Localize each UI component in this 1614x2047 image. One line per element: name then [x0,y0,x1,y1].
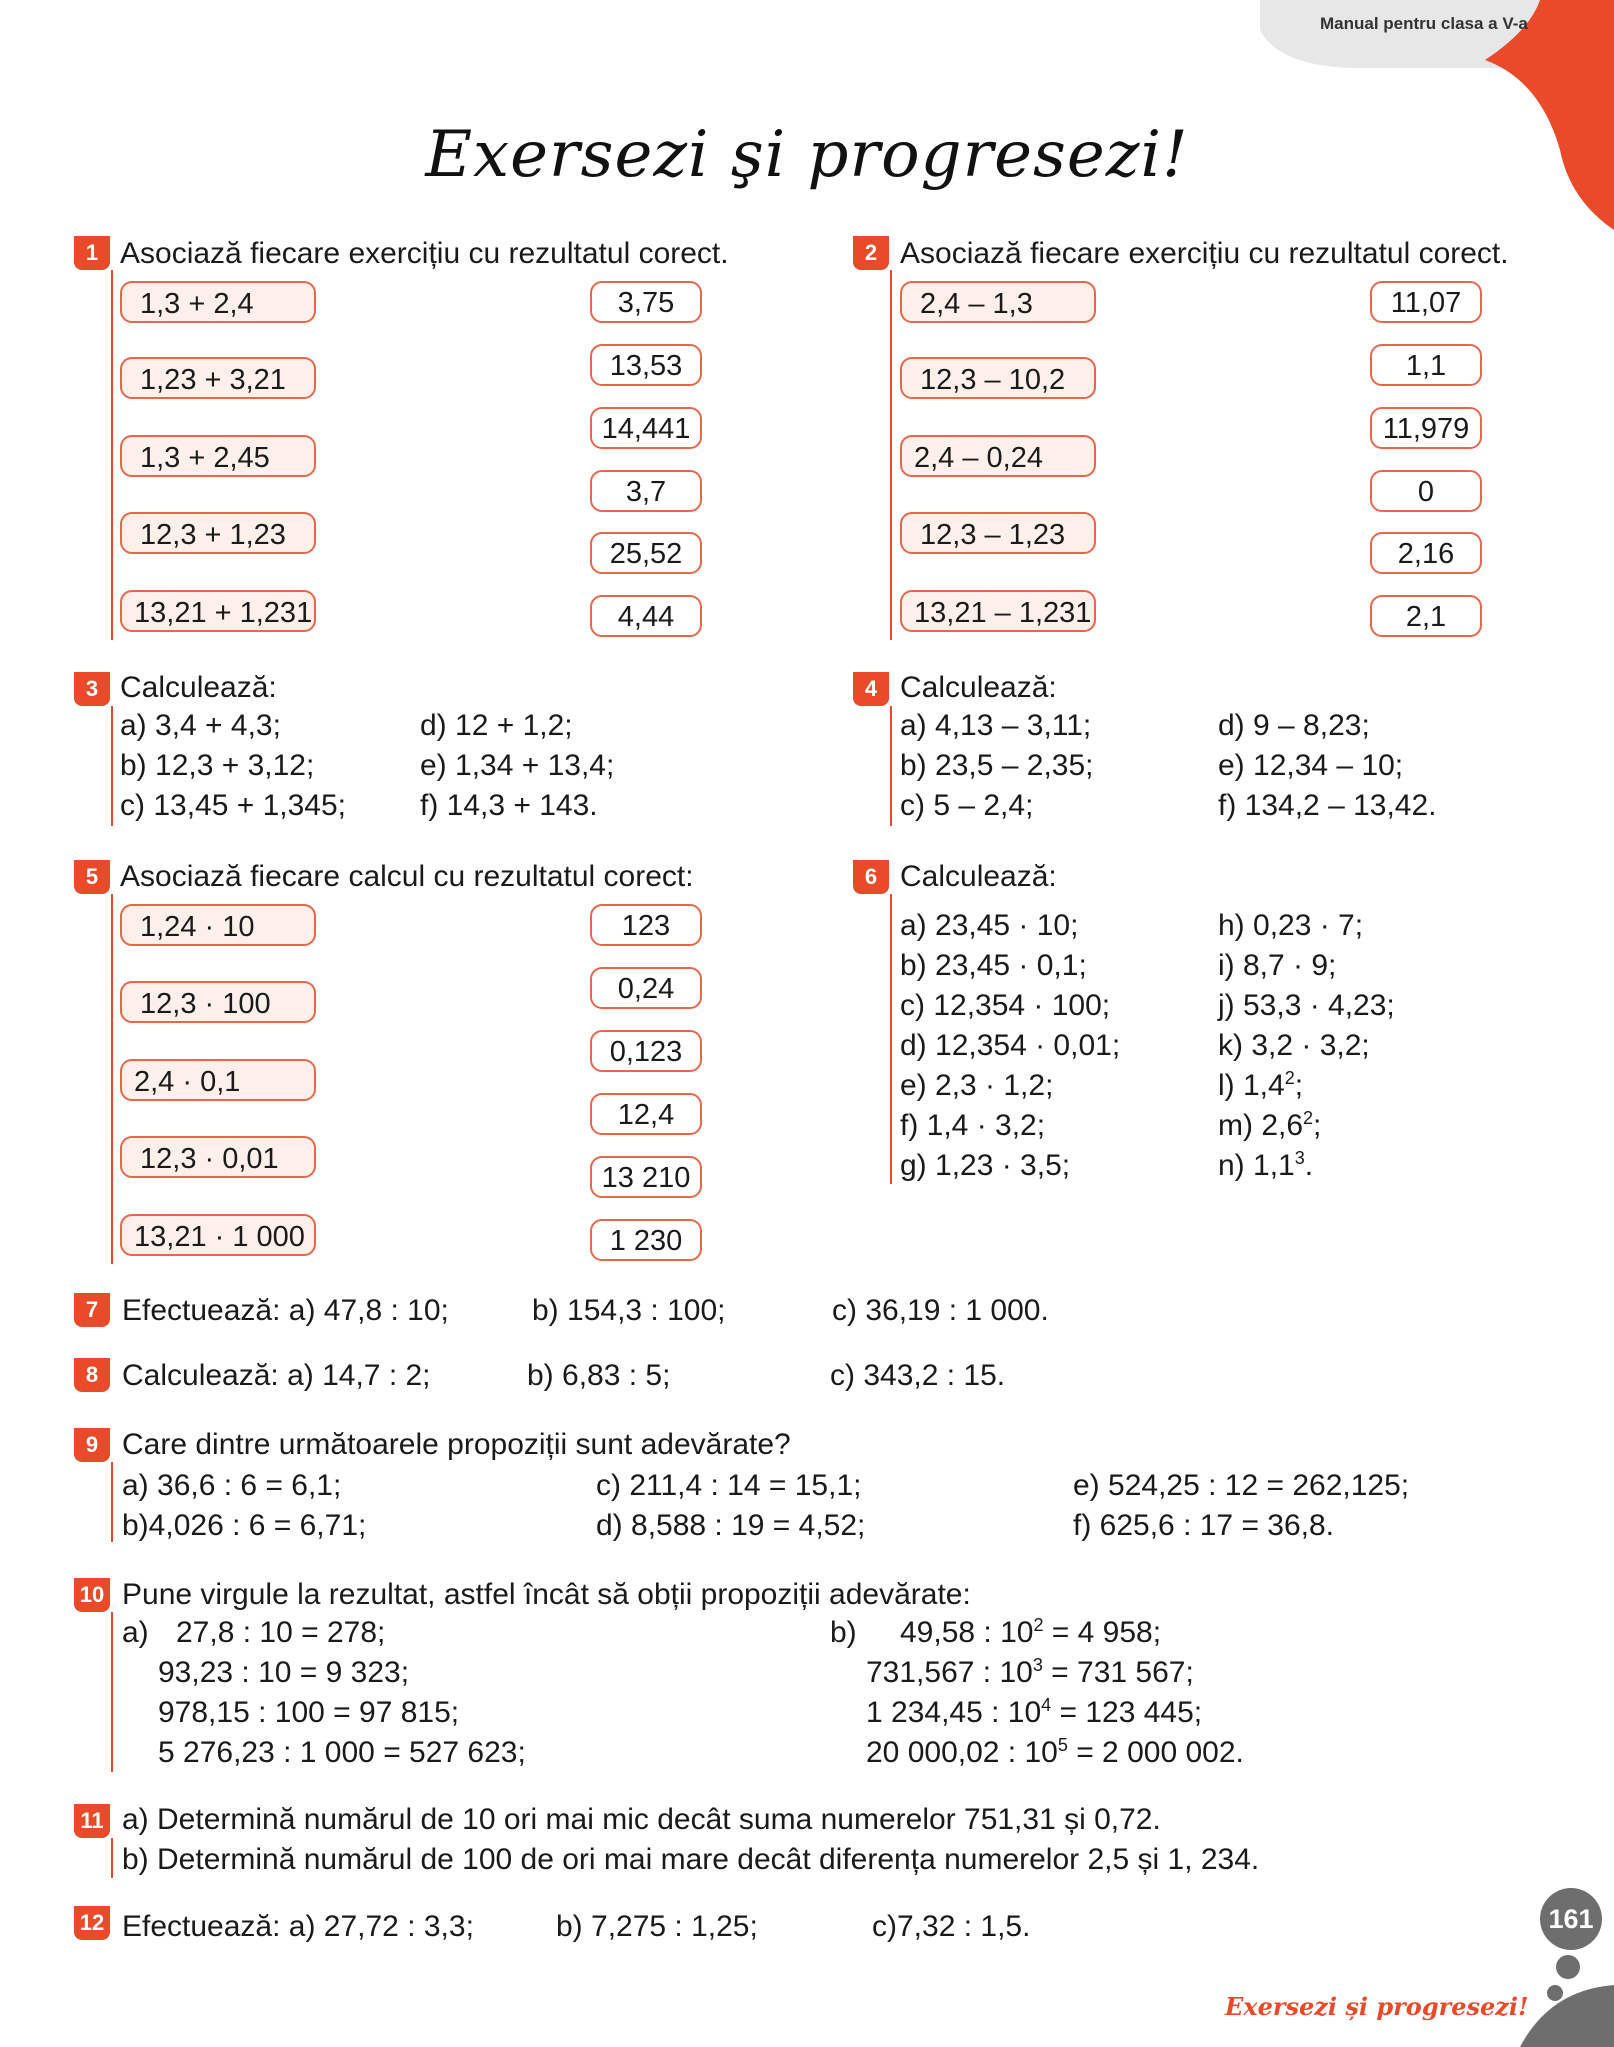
ex7-b: b) 154,3 : 100; [532,1294,726,1327]
ex4-item: e) 12,34 – 10; [1218,749,1404,782]
ex1-right-box: 13,53 [590,344,702,386]
ex10-b-item [866,1653,1194,1693]
exercise-11-line [111,1838,113,1878]
ex10-b3-pre: 1 234,45 : 10 [866,1696,1042,1729]
exercise-5-text: Asociază fiecare calcul cu rezultatul corect: [120,860,694,893]
ex5-left-box: 12,3 · 0,01 [120,1136,316,1178]
footer-corner-decoration [1520,1985,1614,2047]
ex4-item: f) 134,2 – 13,42. [1218,789,1437,822]
ex2-left-box: 2,4 – 1,3 [900,281,1096,323]
ex5-right-box: 123 [590,904,702,946]
exercise-2-text: Asociază fiecare exercițiu cu rezultatul corect. [900,237,1509,270]
ex6-item: j) 53,3 · 4,23; [1218,989,1395,1022]
ex10-b-label: b) [830,1616,857,1649]
ex3-item: a) 3,4 + 4,3; [120,709,281,742]
ex1-left-box: 13,21 + 1,231 [120,590,316,632]
ex9-d: d) 8,588 : 19 = 4,52; [596,1509,866,1542]
exercise-1-line [111,270,113,640]
ex10-b-item [866,1733,1244,1773]
ex6-item-n [1218,1146,1313,1186]
ex2-left-box: 12,3 – 1,23 [900,512,1096,554]
ex6-m-exp: 2 [1303,1108,1314,1128]
ex5-left-box: 2,4 · 0,1 [120,1059,316,1101]
exercise-9-number: 9 [74,1428,110,1462]
ex1-right-box: 3,75 [590,281,702,323]
ex9-e: e) 524,25 : 12 = 262,125; [1073,1469,1410,1502]
page-number: 161 [1548,1904,1594,1934]
ex2-right-box: 0 [1370,470,1482,512]
ex5-left-box: 13,21 · 1 000 [120,1214,316,1256]
ex9-text: Care dintre următoarele propoziții sunt adevărate? [122,1428,791,1461]
ex10-b-item [900,1613,1161,1653]
ex5-left-box: 1,24 · 10 [120,904,316,946]
ex9-c: c) 211,4 : 14 = 15,1; [596,1469,862,1502]
footer-title: Exersezi și progresezi! [1225,1992,1529,2021]
ex10-text: Pune virgule la rezultat, astfel încât să obții propoziții adevărate: [122,1578,971,1611]
ex8-c: c) 343,2 : 15. [830,1359,1006,1392]
ex6-item: f) 1,4 · 3,2; [900,1109,1046,1142]
ex2-right-box: 11,07 [1370,281,1482,323]
ex11-b: b) Determină numărul de 100 de ori mai mare decât diferența numerelor 2,5 și 1, 234. [122,1843,1260,1876]
ex3-item: b) 12,3 + 3,12; [120,749,315,782]
ex6-item: h) 0,23 · 7; [1218,909,1364,942]
ex1-left-box: 1,3 + 2,4 [120,281,316,323]
ex10-b3-exp: 4 [1041,1695,1052,1715]
ex2-left-box: 13,21 – 1,231 [900,590,1096,632]
ex1-left-box: 1,23 + 3,21 [120,357,316,399]
ex11-a: a) Determină numărul de 10 ori mai mic decât suma numerelor 751,31 și 0,72. [122,1803,1161,1836]
ex6-n-base: n) 1,1 [1218,1149,1295,1182]
ex10-b1-pre: 49,58 : 10 [900,1616,1034,1649]
exercise-1-number: 1 [74,236,110,270]
ex9-f: f) 625,6 : 17 = 36,8. [1073,1509,1335,1542]
ex6-item: a) 23,45 · 10; [900,909,1079,942]
ex6-l-exp: 2 [1284,1068,1295,1088]
ex6-item: g) 1,23 · 3,5; [900,1149,1071,1182]
ex6-m-base: m) 2,6 [1218,1109,1304,1142]
ex4-item: a) 4,13 – 3,11; [900,709,1092,742]
exercise-2-line [890,270,892,640]
ex10-b4-exp: 5 [1057,1735,1068,1755]
ex6-item-l [1218,1066,1303,1106]
ex3-item: f) 14,3 + 143. [420,789,598,822]
ex8-a: Calculează: a) 14,7 : 2; [122,1359,431,1392]
ex2-left-box: 12,3 – 10,2 [900,357,1096,399]
ex5-left-box: 12,3 · 100 [120,981,316,1023]
ex5-right-box: 13 210 [590,1156,702,1198]
ex10-b1-exp: 2 [1033,1615,1044,1635]
exercise-4-number: 4 [853,672,889,706]
ex10-a-item: 5 276,23 : 1 000 = 527 623; [158,1736,526,1769]
ex10-b1-post: = 4 958; [1043,1616,1162,1649]
exercise-5-number: 5 [74,860,110,894]
ex1-right-box: 25,52 [590,532,702,574]
ex4-item: c) 5 – 2,4; [900,789,1034,822]
ex6-l-base: l) 1,4 [1218,1069,1285,1102]
page-title: Exersezi şi progresezi! [425,118,1189,192]
exercise-5-line [111,894,113,1264]
ex4-item: d) 9 – 8,23; [1218,709,1370,742]
exercise-3-number: 3 [74,672,110,706]
ex1-right-box: 4,44 [590,595,702,637]
exercise-10-number: 10 [74,1578,110,1612]
ex5-right-box: 12,4 [590,1093,702,1135]
exercise-6-number: 6 [853,860,889,894]
ex9-a: a) 36,6 : 6 = 6,1; [122,1469,342,1502]
ex10-b2-exp: 3 [1032,1655,1043,1675]
ex6-m-end: ; [1313,1109,1322,1142]
ex8-b: b) 6,83 : 5; [527,1359,671,1392]
exercise-3-text: Calculează: [120,671,277,704]
ex10-b4-post: = 2 000 002. [1067,1736,1244,1769]
ex10-a-item: 93,23 : 10 = 9 323; [158,1656,410,1689]
ex1-left-box: 1,3 + 2,45 [120,435,316,477]
ex1-right-box: 3,7 [590,470,702,512]
exercise-4-text: Calculează: [900,671,1057,704]
ex3-item: c) 13,45 + 1,345; [120,789,346,822]
ex6-l-end: ; [1294,1069,1304,1102]
exercise-1-text: Asociază fiecare exercițiu cu rezultatul corect. [120,237,729,270]
ex2-right-box: 11,979 [1370,407,1482,449]
ex9-b: b)4,026 : 6 = 6,71; [122,1509,367,1542]
ex6-item-m [1218,1106,1321,1146]
chapter-number: 11 [1532,14,1608,77]
ex1-left-box: 12,3 + 1,23 [120,512,316,554]
exercise-3-line [111,706,113,826]
ex2-right-box: 2,16 [1370,532,1482,574]
ex12-c: c)7,32 : 1,5. [872,1910,1031,1943]
ex6-item: c) 12,354 · 100; [900,989,1111,1022]
manual-label: Manual pentru clasa a V-a [1320,14,1528,33]
ex6-item: k) 3,2 · 3,2; [1218,1029,1370,1062]
exercise-11-number: 11 [74,1804,110,1838]
exercise-4-line [890,706,892,826]
ex5-right-box: 1 230 [590,1219,702,1261]
exercise-12-number: 12 [74,1906,110,1940]
ex7-a: Efectuează: a) 47,8 : 10; [122,1294,449,1327]
ex4-item: b) 23,5 – 2,35; [900,749,1094,782]
exercise-2-number: 2 [853,236,889,270]
exercise-8-number: 8 [74,1358,110,1392]
ex10-b3-post: = 123 445; [1051,1696,1203,1729]
ex10-a-item: 27,8 : 10 = 278; [176,1616,386,1649]
ex6-item: b) 23,45 · 0,1; [900,949,1087,982]
ex1-right-box: 14,441 [590,407,702,449]
ex10-a-item: 978,15 : 100 = 97 815; [158,1696,460,1729]
ex6-n-end: . [1304,1149,1314,1182]
ex6-n-exp: 3 [1294,1148,1305,1168]
ex12-a: Efectuează: a) 27,72 : 3,3; [122,1910,474,1943]
ex10-a-label: a) [122,1616,149,1649]
ex6-item: d) 12,354 · 0,01; [900,1029,1121,1062]
ex2-right-box: 1,1 [1370,344,1482,386]
exercise-6-line [890,894,892,1184]
ex10-b2-pre: 731,567 : 10 [866,1656,1033,1689]
ex7-c: c) 36,19 : 1 000. [832,1294,1049,1327]
exercise-10-line [111,1612,113,1772]
ex6-item: i) 8,7 · 9; [1218,949,1337,982]
ex2-right-box: 2,1 [1370,595,1482,637]
decor-dot [1556,1955,1580,1979]
ex10-b4-pre: 20 000,02 : 10 [866,1736,1058,1769]
ex3-item: e) 1,34 + 13,4; [420,749,615,782]
ex2-left-box: 2,4 – 0,24 [900,435,1096,477]
ex10-b-item [866,1693,1202,1733]
ex12-b: b) 7,275 : 1,25; [556,1910,758,1943]
ex5-right-box: 0,24 [590,967,702,1009]
ex6-item: e) 2,3 · 1,2; [900,1069,1054,1102]
exercise-7-number: 7 [74,1293,110,1327]
ex10-b2-post: = 731 567; [1042,1656,1194,1689]
ex5-right-box: 0,123 [590,1030,702,1072]
exercise-9-line [111,1462,113,1542]
exercise-6-text: Calculează: [900,860,1057,893]
ex3-item: d) 12 + 1,2; [420,709,573,742]
